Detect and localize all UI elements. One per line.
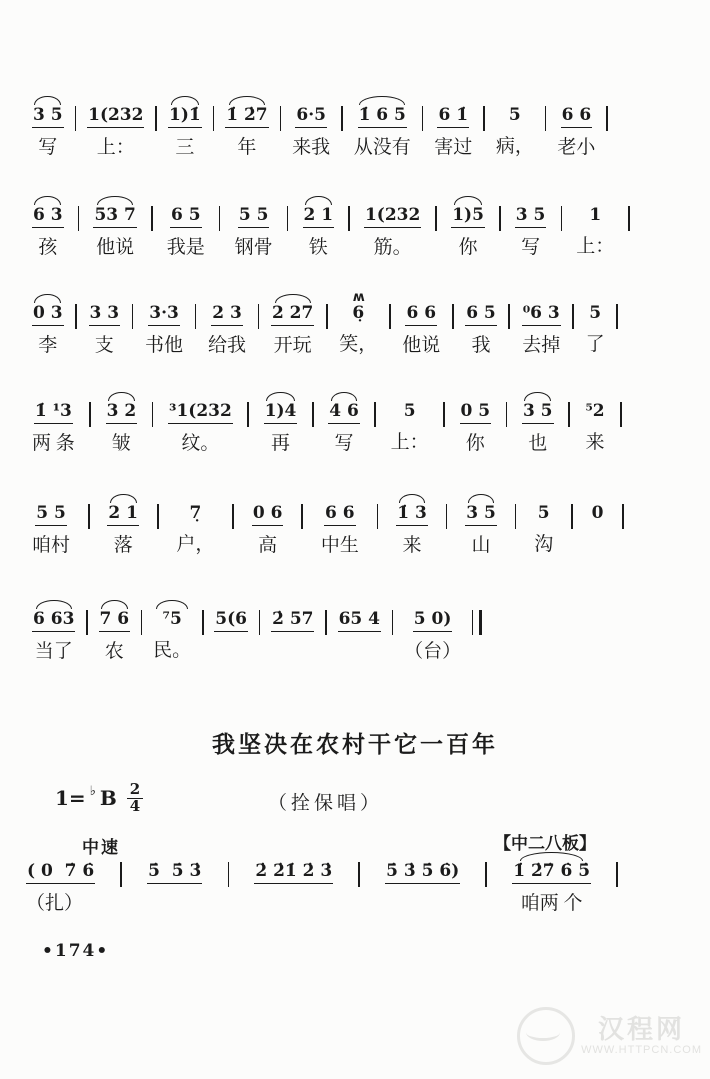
time-denominator: 4 [129,796,141,815]
measure [89,290,121,359]
measure [99,596,131,665]
lyric-syllable: 老小 [557,137,596,159]
measure [515,192,547,261]
lyric-syllable: （扎） [26,893,84,915]
slur-arc [171,96,199,105]
slur-arc [156,600,188,609]
watermark-site-name: 汉程网 [598,1014,686,1044]
measure [168,92,202,161]
performer-label: （拴保唱） [268,793,384,814]
barline [499,206,501,231]
measure [32,92,64,161]
measure-notes: 3 2 [106,401,138,424]
lyric-syllable: 农 [104,641,124,663]
lyric-syllable: 他说 [96,237,135,259]
barline [545,106,547,131]
measure-notes: 5̇ 3̇ 5̇ 6̇) [385,861,460,884]
measure [264,388,298,457]
slur-arc [454,196,482,205]
lyric-syllable: 上： [576,236,615,258]
measure-notes: 6 1̇ [437,105,469,128]
barline [348,206,350,231]
barline [280,106,282,131]
barline [374,402,376,427]
measure-notes: 4 6 [328,401,360,424]
measure-notes: 1̇ ¹3 [34,401,73,424]
measure-notes: 6 6 [561,105,593,128]
measure [339,290,377,358]
lyric-syllable: 皱 [111,433,131,455]
key-letter: B [99,786,117,811]
lyric-syllable: 孩 [38,237,58,259]
lyric-syllable: 我 [471,335,491,357]
measure [522,290,561,359]
lyric-syllable: 我是 [166,237,205,259]
measure [235,192,273,261]
measure [534,490,553,558]
measure [32,490,70,559]
measure-notes: 2̇ 57 [271,609,314,632]
barline [232,504,234,529]
slur-arc [520,852,584,861]
lyric-syllable: 来我 [292,137,331,159]
measure [591,490,605,558]
key-prefix: 1= [55,786,86,811]
slur-arc [275,294,311,303]
lyric-syllable: 户， [176,534,215,556]
barline [616,862,618,887]
lyric-syllable: 李 [38,335,58,357]
lyric-syllable: 沟 [534,534,554,556]
measure-notes: 5 [403,401,416,421]
measure-notes: 1̇ 2̇7 [225,105,268,128]
slur-arc [34,96,61,105]
lyric-syllable: 钢骨 [234,237,273,259]
barline [452,304,454,329]
score-line-5 [32,490,624,559]
barline [358,862,360,887]
barline [75,106,77,131]
measure-notes: 2 27 [271,303,314,326]
tempo-label: 中速 [82,838,120,857]
score-line-2 [32,192,630,261]
lyric-syllable: 写 [334,433,354,455]
score-line-6 [32,596,482,665]
measure-notes: 65 4 [338,609,381,632]
measure-notes: 3 3 [89,303,121,326]
measure [434,92,472,161]
lyric-syllable: 支 [94,335,114,357]
lyric-syllable: 害过 [434,137,473,159]
lyric-syllable: 中生 [320,535,359,557]
barline [377,504,379,529]
measure-notes: 2̇ 2̇1̇ 2̇ 3̇ [254,861,333,884]
barline [88,504,90,529]
measure [576,192,614,260]
measure [214,596,248,665]
measure [32,192,64,261]
measure [32,388,75,457]
barline [606,106,608,131]
slur-arc [331,392,358,401]
measure-notes: 1(232 [87,105,144,128]
measure [107,490,139,559]
slur-arc [97,196,133,205]
lyric-syllable: 写 [38,137,58,159]
barline [228,862,230,887]
barline [622,504,624,529]
barline [151,206,153,231]
lyric-syllable: 笑， [339,334,378,356]
measure [402,290,440,359]
measure-notes: 6 5 [465,303,497,326]
measure [465,490,497,559]
page-number: •174• [42,941,110,961]
barline [219,206,221,231]
lyric-syllable: 去掉 [522,335,561,357]
barline [120,862,122,887]
lyric-syllable: 上： [96,137,135,159]
measure-notes: 3 5 [32,105,64,128]
lyric-syllable: 再 [271,433,291,455]
measure-notes: 53 7 [93,205,136,228]
measure-notes: 0 6 [252,503,284,526]
barline [152,402,154,427]
song-title: 我坚决在农村干它一百年 [212,732,498,757]
time-signature [127,782,143,815]
measure-notes: 3 5 [522,401,554,424]
measure [328,388,360,457]
barline [213,106,215,131]
measure-notes: 0 5 [460,401,492,424]
slur-arc [34,196,61,205]
measure-notes: 6 3 [32,205,64,228]
measure [93,192,136,261]
measure [496,92,534,160]
measure-notes: 5 5 [238,205,270,228]
slur-arc [468,494,495,503]
measure-notes: 5̇ 5̇ 3̇ [147,861,202,884]
barline [483,106,485,131]
lyric-syllable: 你 [465,433,485,455]
measure-notes: 2 1 [107,503,139,526]
measure-notes: 6̣ [352,303,365,323]
measure-notes: 1̇ 2̇7̇ 6̇ 5̇ [512,861,591,884]
barline [616,304,618,329]
measure [225,92,268,161]
measure-notes: ⁵2 [585,401,605,421]
measure [586,290,605,358]
slur-arc [229,96,265,105]
barline [325,610,327,635]
slur-arc [524,392,551,401]
barline [78,206,80,231]
banshi-label: 【中二八板】 [494,834,596,853]
lyric-syllable: 落 [113,535,133,557]
measure-notes: 6 6 [405,303,437,326]
watermark-url: WWW.HTTPCN.COM [581,1044,702,1057]
measure-notes: 5 [508,105,521,125]
lyric-syllable: 了 [585,334,605,356]
measure [167,192,205,261]
measure-notes: 2 1 [303,205,335,228]
measure-notes: 1(232 [364,205,421,228]
lyric-syllable: 筋。 [373,237,412,259]
measure-notes: 1)5 [451,205,485,228]
measure [208,290,246,359]
slur-arc [108,392,135,401]
barline [155,106,157,131]
barline [258,304,260,329]
measure [451,192,485,261]
lyric-syllable: 从没有 [353,137,411,159]
measure [404,596,461,665]
barline [326,304,328,329]
measure [106,388,138,457]
slur-arc [305,196,332,205]
barline [75,304,77,329]
measure [512,848,591,917]
score-line-3 [32,290,618,359]
measure [465,290,497,359]
flat-sign: ♭ [89,783,96,799]
measure [385,848,460,917]
barline [561,206,563,231]
barline [515,504,517,529]
measure [271,596,314,665]
slur-arc [36,600,72,609]
measure-notes: 7̣ [189,503,202,523]
lyric-syllable: 给我 [207,335,246,357]
trill-icon: ʍ [352,290,364,305]
lyric-syllable: 咱两 个 [520,893,583,915]
key-signature [55,782,143,815]
barline [247,402,249,427]
measure [391,388,429,456]
measure [32,290,64,359]
measure [145,290,183,359]
barline [628,206,630,231]
measure-notes: ⁰6 3 [522,303,561,326]
lyric-syllable: 两 条 [32,433,75,455]
barline [132,304,134,329]
barline [392,610,394,635]
measure-notes: ⁷5 [162,609,182,629]
lyric-syllable: 写 [521,237,541,259]
barline [435,206,437,231]
lyric-syllable: 三 [175,137,195,159]
lyric-syllable: 病， [495,136,534,158]
barline [568,402,570,427]
lyric-syllable: 高 [258,535,278,557]
measure [396,490,428,559]
measure-notes: 1̇ 6 5 [358,105,407,128]
measure-notes: 1)1̇ [168,105,202,128]
lyric-syllable: 咱村 [32,535,71,557]
measure-notes: ³1(232 [168,401,233,424]
slur-arc [359,96,405,105]
time-numerator: 2 [127,782,143,799]
barline [485,862,487,887]
measure-notes: 5 [537,503,550,523]
slur-arc [399,494,426,503]
measure [26,848,95,917]
score-line-7 [26,848,618,917]
barline [287,206,289,231]
measure [364,192,421,261]
barline [141,610,143,635]
measure [557,92,595,161]
measure-notes: 1)4 [264,401,298,424]
watermark [517,1007,702,1065]
barline [571,504,573,529]
lyric-syllable: 山 [471,535,491,557]
measure-notes: 3·3 [148,303,180,326]
measure-notes: 6 6 [324,503,356,526]
barline [572,304,574,329]
lyric-syllable: 上： [390,432,429,454]
barline [312,402,314,427]
measure [354,92,411,161]
barline [508,304,510,329]
measure-notes: 7 6 [99,609,131,632]
measure [303,192,335,261]
lyric-syllable: 你 [458,237,478,259]
measure [32,596,75,665]
barline [157,504,159,529]
lyric-syllable: （台） [404,641,462,663]
measure-notes: 3 5 [465,503,497,526]
measure-notes: 2 3 [211,303,243,326]
measure [87,92,144,161]
measure-notes: 1̇ 3 [396,503,428,526]
measure [522,388,554,457]
lyric-syllable: 来 [402,535,422,557]
barline [422,106,424,131]
lyric-syllable: 开玩 [273,335,312,357]
measure [338,596,381,665]
measure [271,290,314,359]
lyric-syllable: 铁 [308,237,328,259]
barline [620,402,622,427]
measure [176,490,214,558]
measure [292,92,330,161]
barline [259,610,261,635]
measure-notes: 1 [589,205,602,225]
lyric-syllable: 纹。 [181,433,220,455]
lyric-syllable: 当了 [34,641,73,663]
measure [321,490,359,559]
measure [584,388,605,456]
measure-notes: 0 [591,503,604,523]
measure [254,848,333,917]
measure-notes: 5 0) [413,609,453,632]
measure-notes: 5(6 [214,609,248,632]
barline [443,402,445,427]
measure [252,490,284,559]
slur-arc [101,600,128,609]
measure-notes: ( 0 7̇ 6̇ [26,861,95,884]
final-barline [472,610,482,635]
barline [341,106,343,131]
barline [86,610,88,635]
barline [389,304,391,329]
measure-notes: 3 5 [515,205,547,228]
measure-notes: 5 5 [35,503,67,526]
lyric-syllable: 来 [585,432,605,454]
barline [301,504,303,529]
measure-notes: 5 [589,303,602,323]
barline [202,610,204,635]
lyric-syllable: 他说 [402,335,441,357]
measure-notes: 6·5 [295,105,327,128]
barline [89,402,91,427]
measure-notes: 6 63 [32,609,75,632]
score-line-1 [32,92,608,161]
measure [168,388,233,457]
lyric-syllable: 书他 [145,335,184,357]
slur-arc [34,294,61,303]
measure-notes: 0 3 [32,303,64,326]
lyric-syllable: 也 [528,433,548,455]
lyric-syllable: 民。 [153,640,192,662]
barline [506,402,508,427]
slur-arc [266,392,294,401]
measure [147,848,202,917]
slur-arc [110,494,137,503]
watermark-logo-icon [517,1007,575,1065]
measure [153,596,191,664]
lyric-syllable: 年 [237,137,257,159]
score-line-4 [32,388,622,457]
measure [460,388,492,457]
barline [195,304,197,329]
measure-notes: 6 5 [170,205,202,228]
barline [446,504,448,529]
